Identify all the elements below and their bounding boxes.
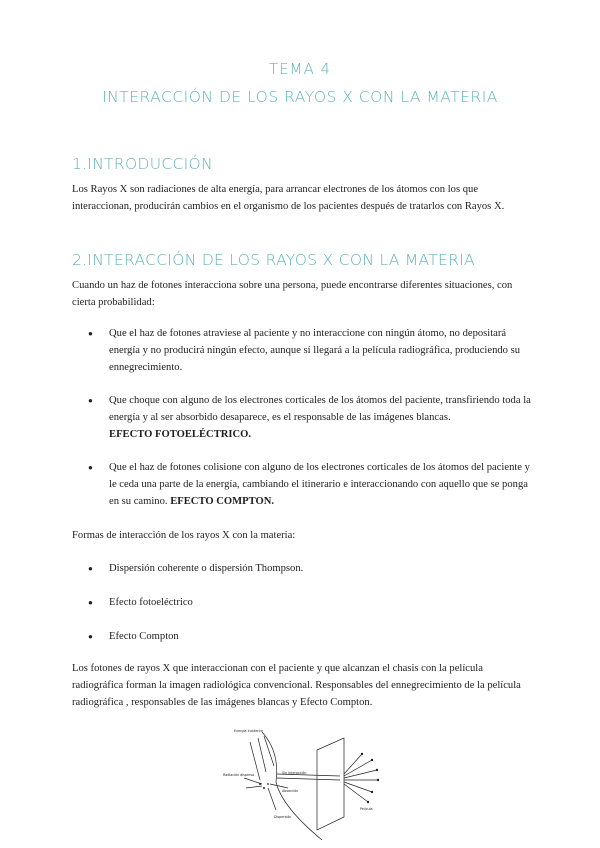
scatter-line bbox=[268, 788, 276, 810]
label-pelicula: Película bbox=[360, 807, 373, 811]
diagram-svg bbox=[222, 722, 390, 840]
fan-dot bbox=[367, 801, 369, 803]
title-block bbox=[0, 58, 600, 109]
label-absorcion: Absorción bbox=[282, 789, 299, 793]
fan-dot bbox=[377, 779, 379, 781]
incident-beam-line bbox=[258, 738, 266, 772]
section-heading-introduction: 1.INTRODUCCIÓN bbox=[72, 155, 213, 173]
intro-paragraph: Los Rayos X son radiaciones de alta energía, para arrancar electrones de los átomos con los que interaccionan, producirán cambios en el organismo de los pacientes después de tratarlos con Rayos X. bbox=[72, 184, 505, 212]
fan-dot bbox=[371, 759, 373, 761]
situations-list bbox=[88, 325, 532, 376]
list-item: ● Que choque con alguno de los electrones corticales de los átomos del paciente, transfiriendo toda la energía y al ser absorbido desaparece, es el responsable de las imágenes blancas. EFECTO FOTOELÉCTRICO. bbox=[88, 392, 532, 443]
topic-number: TEMA 4 bbox=[268, 60, 332, 78]
label-sin-interaccion: Sin interacción bbox=[282, 771, 307, 775]
transmitted-beam bbox=[277, 778, 340, 780]
fan-dot bbox=[371, 791, 373, 793]
patient-outline bbox=[262, 732, 322, 840]
situations-list bbox=[88, 392, 532, 443]
forms-list bbox=[88, 628, 532, 645]
interaction-intro-paragraph: Cuando un haz de fotones interacciona sobre una persona, puede encontrarse diferentes situaciones, con cierta probabilidad: bbox=[72, 280, 513, 308]
bold-label: EFECTO COMPTON. bbox=[170, 496, 274, 507]
atom-dot bbox=[263, 787, 265, 789]
absorption-line bbox=[270, 784, 288, 788]
fan-ray bbox=[344, 784, 368, 802]
label-radiacion-dispersa: Radiación dispersa bbox=[223, 773, 255, 777]
scatter-line bbox=[244, 778, 262, 784]
fan-dot bbox=[361, 753, 363, 755]
list-item: ● Dispersión coherente o dispersión Thompson. bbox=[88, 560, 532, 577]
list-item: ● Efecto fotoeléctrico bbox=[88, 594, 532, 611]
fan-dot bbox=[376, 769, 378, 771]
fan-ray bbox=[344, 770, 377, 778]
label-energia-incidente: Energía incidente bbox=[234, 729, 263, 733]
incident-beam-line bbox=[264, 736, 274, 766]
xray-interaction-diagram bbox=[222, 722, 390, 840]
closing-paragraph: Los fotones de rayos X que interaccionan con el paciente y que alcanzan el chasis con la película radiográfica forman la imagen radiológica convencional. Responsables del ennegrecimiento de la película radiográfica , responsables de las imágenes blancas y Efecto Compton. bbox=[72, 663, 521, 708]
situations-list bbox=[88, 459, 532, 510]
list-item: ● Que el haz de fotones atraviese al paciente y no interaccione con ningún átomo, no depositará energía y no producirá ningún efecto, aunque sí llegará a la película radiográfica, produciendo su ennegrecimiento. bbox=[88, 325, 532, 376]
bold-label: EFECTO FOTOELÉCTRICO. bbox=[109, 429, 252, 440]
scatter-line bbox=[246, 786, 262, 788]
atom-dot bbox=[259, 783, 261, 785]
section-heading-interaction: 2.INTERACCIÓN DE LOS RAYOS X CON LA MATERIA bbox=[72, 251, 475, 269]
label-dispersion: Dispersión bbox=[274, 815, 292, 819]
forms-list bbox=[88, 594, 532, 611]
list-item: ● Que el haz de fotones colisione con alguno de los electrones corticales de los átomos del paciente y le ceda una parte de la energía, cambiando el itinerario e interaccionando con aquello que se ponga en su camino. EFECTO COMPTON. bbox=[88, 459, 532, 510]
forms-list bbox=[88, 560, 532, 577]
forms-intro-paragraph: Formas de interacción de los rayos X con la materia: bbox=[72, 530, 296, 541]
fan-ray bbox=[344, 760, 372, 776]
atom-dot bbox=[267, 783, 269, 785]
page-title: INTERACCIÓN DE LOS RAYOS X CON LA MATERIA bbox=[102, 88, 498, 106]
film-plane bbox=[317, 738, 344, 830]
list-item: ● Efecto Compton bbox=[88, 628, 532, 645]
